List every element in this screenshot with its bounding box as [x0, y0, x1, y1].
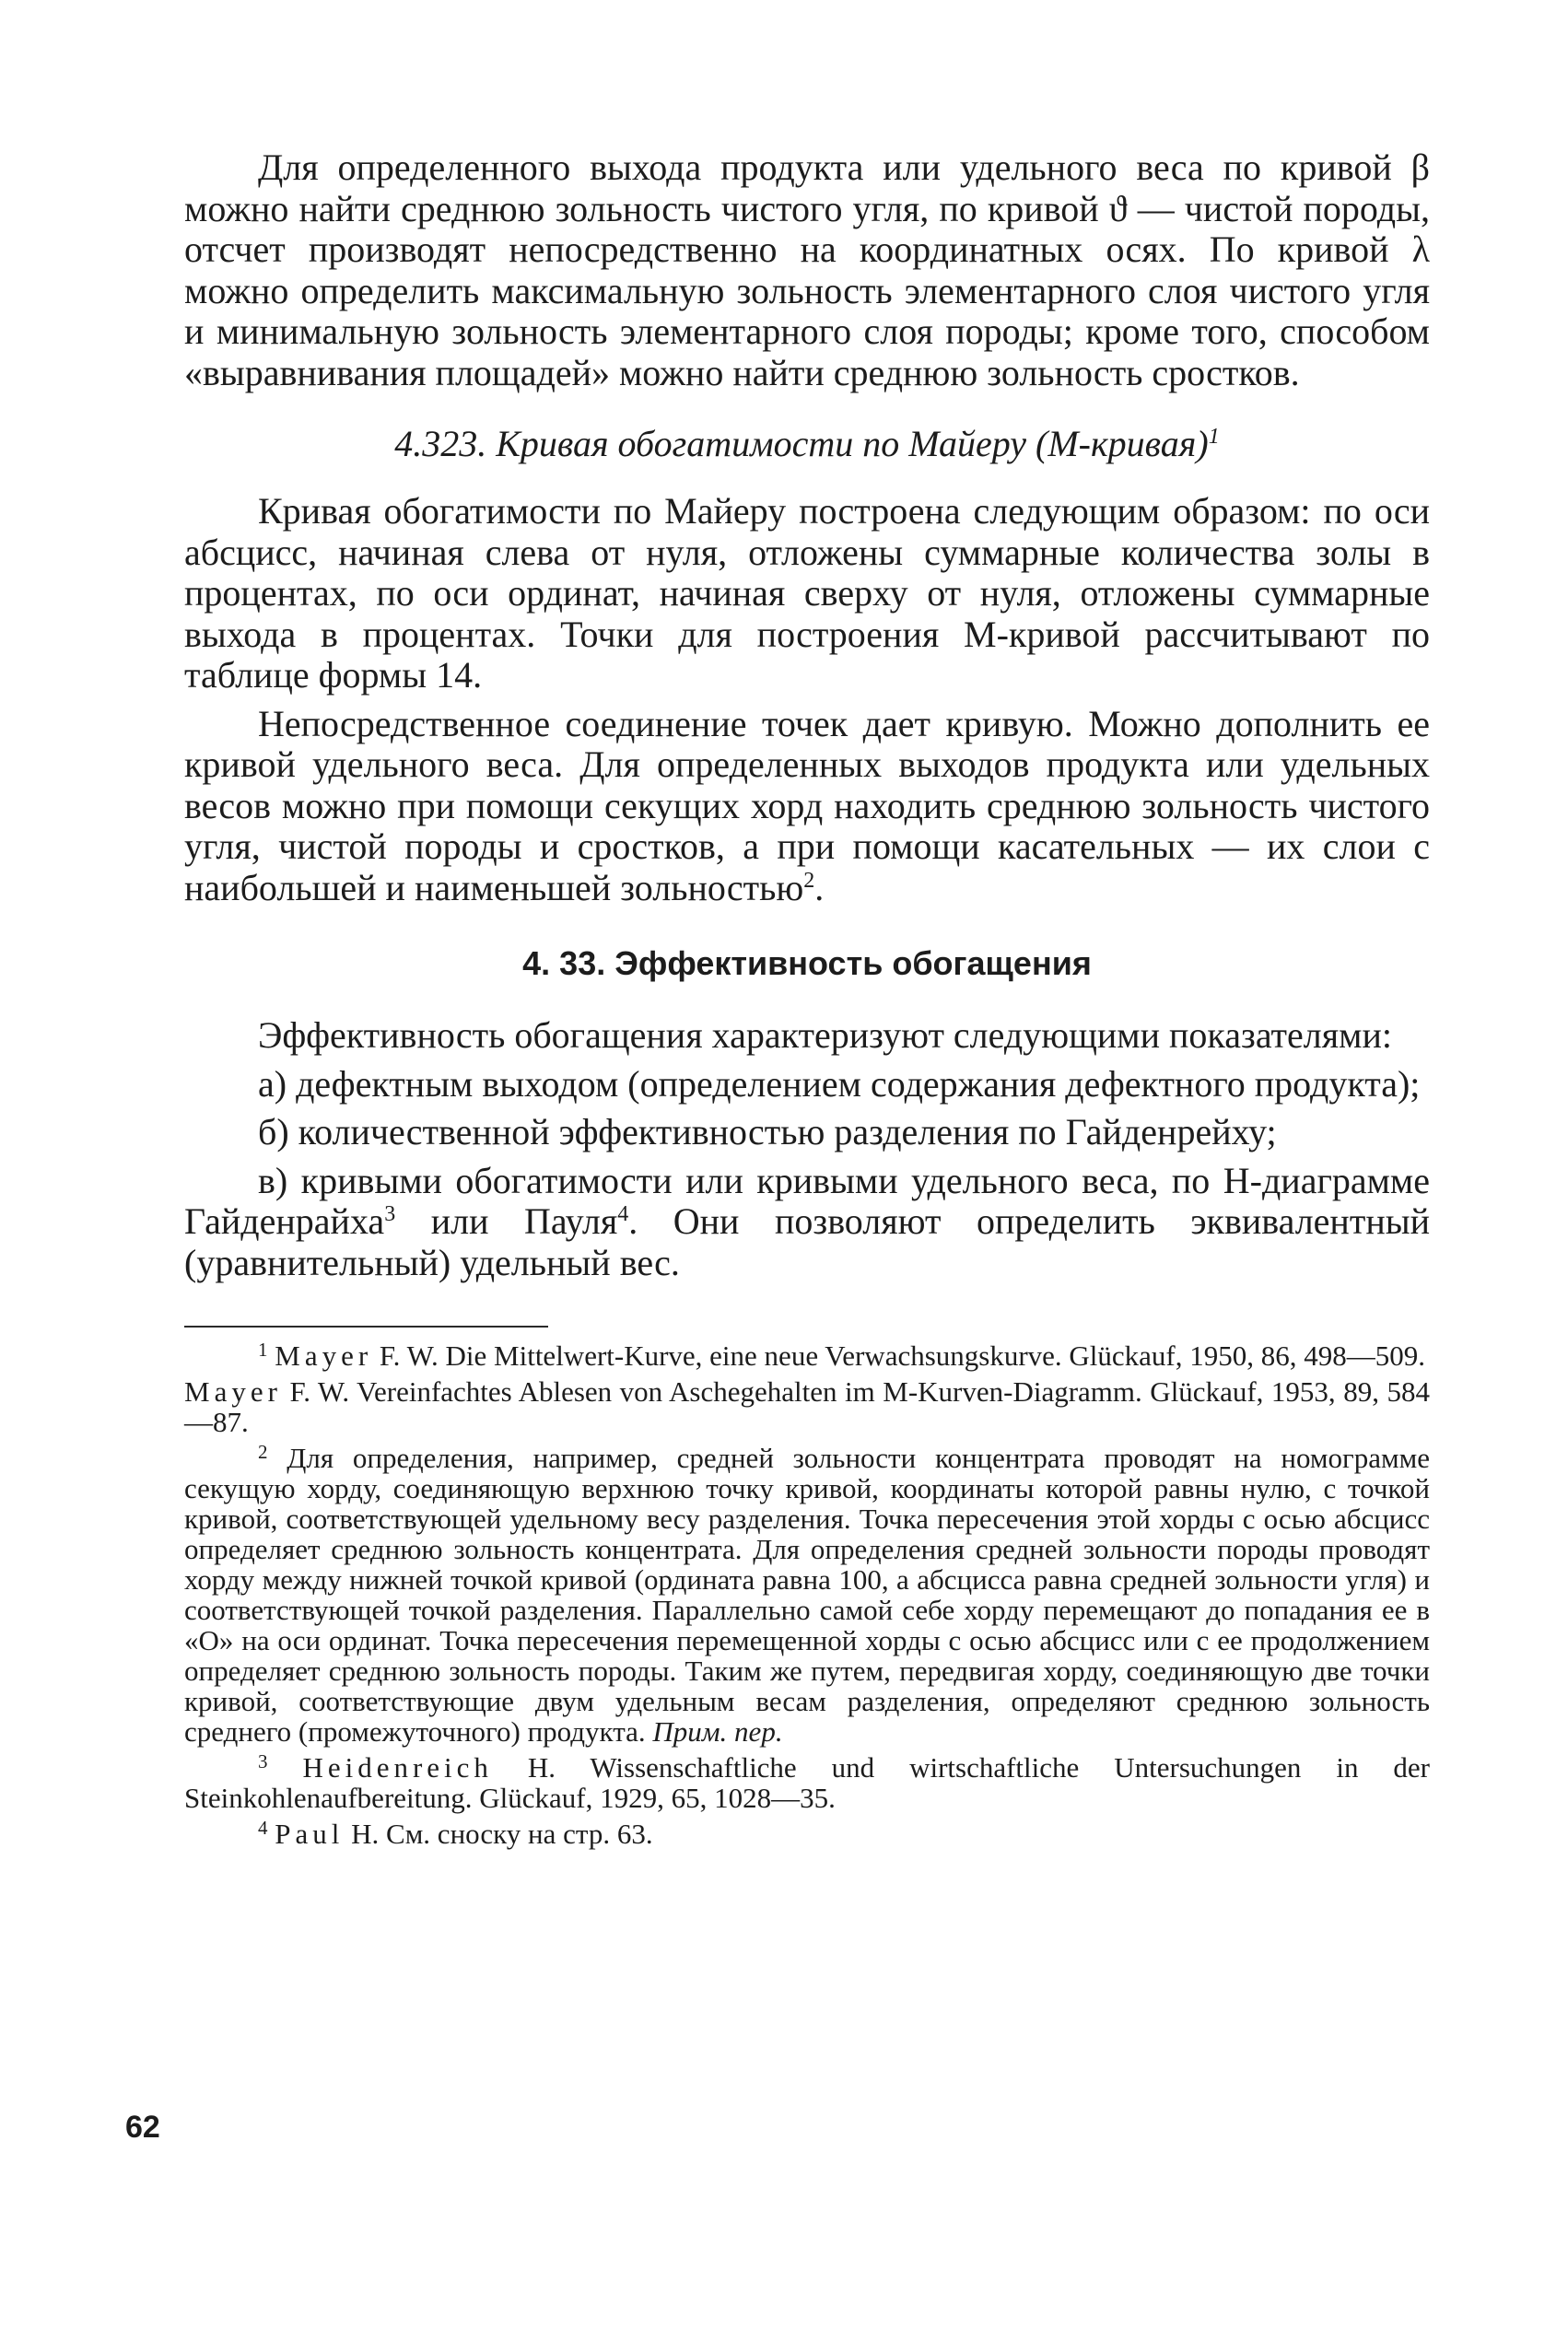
- footnote-ref-3[interactable]: 3: [384, 1202, 396, 1226]
- footnote-1: [184, 1340, 1430, 1371]
- section-intro: Эффективность обогащения характеризуют следующими показателями:: [258, 1014, 1392, 1056]
- footnote-3-mark: 3: [258, 1750, 268, 1772]
- footnote-divider: [184, 1326, 548, 1328]
- footnote-4-text: H. См. сноску на стр. 63.: [344, 1818, 653, 1850]
- footnote-4: [184, 1819, 1430, 1849]
- subsection-paragraph-1: Кривая обогатимости по Майеру построена следующим образом: по оси абсцисс, начиная слева от нуля, отложены суммарные количества золы в процентах, по оси ординат, начиная сверху от нуля, отложены суммарные выхода в процентах. Точки для построения М-кривой рассчитывают по таблице формы 14.: [184, 490, 1430, 696]
- footnote-1-text: F. W. Die Mittelwert-Kurve, eine neue Verwachsungskurve. Glückauf, 1950, 86, 498—509.: [372, 1339, 1426, 1372]
- footnote-1-mark: 1: [258, 1339, 268, 1361]
- footnote-1-author: Mayer: [275, 1339, 373, 1372]
- list-item-a: а) дефектным выходом (определением содержания дефектного продукта);: [258, 1062, 1421, 1105]
- subsection-paragraph-2: [184, 704, 1430, 909]
- footnote-2-mark: 2: [258, 1441, 268, 1463]
- footnote-1b: [184, 1376, 1430, 1437]
- footnote-2-note: Прим. пер.: [652, 1715, 783, 1748]
- section-heading: 4. 33. Эффективность обогащения: [522, 944, 1092, 982]
- list-item-v-text-2: или Пауля: [395, 1200, 618, 1242]
- list-item-v-text-1: в) кривыми обогатимости или кривыми удельного веса, по Н-диаграмме Гайденрайха: [184, 1159, 1430, 1242]
- list-item-v-text-3: . Они позволяют определить эквивалентный (уравнительный) удельный вес.: [184, 1200, 1431, 1283]
- footnote-ref-4[interactable]: 4: [617, 1202, 629, 1226]
- subsection-heading-text: 4.323. Кривая обогатимости по Майеру (М-кривая): [394, 423, 1209, 464]
- footnote-3-author: Heidenreich: [302, 1751, 493, 1784]
- subsection-paragraph-2-text: Непосредственное соединение точек дает кривую. Можно дополнить ее кривой удельного веса. Для определенных выходов продукта или удельных весов можно при помощи секущих хорд находить среднюю зольность чистого угля, чистой породы и сростков, а при помощи касательных — их слои с наибольшей и наименьшей зольностью: [184, 702, 1430, 908]
- page-body: [184, 147, 1430, 1849]
- subsection-paragraph-2-end: .: [814, 866, 825, 908]
- footnote-ref-1[interactable]: 1: [1208, 425, 1220, 449]
- footnote-2-text: Для определения, например, средней зольности концентрата проводят на номограмме секущую хорду, соединяющую верхнюю точку кривой, координаты которой равны нулю, с точкой кривой, соответствующей удельному весу разделения. Точка пересечения этой хорды с осью абсцисс определяет среднюю зольность концентрата. Для определения средней зольности породы проводят хорду между нижней точкой кривой (ордината равна 100, а абсцисса равна средней зольности угля) и соответствующей точкой разделения. Параллельно самой себе хорду перемещают до попадания ее в «О» на оси ординат. Точка пересечения перемещенной хорды с осью абсцисс или с ее продолжением определяет среднюю зольность породы. Таким же путем, передвигая хорду, соединяющую две точки кривой, соответствующие двум удельным весам разделения, определяют среднюю зольность среднего (промежуточного) продукта.: [184, 1442, 1430, 1748]
- footnote-4-author: Paul: [275, 1818, 345, 1850]
- footnote-3-text: H. Wissenschaftliche und wirtschaftliche Untersuchungen in der Steinkohlenaufbereitung. Glückauf, 1929, 65, 1028—35.: [184, 1751, 1430, 1814]
- page-number: 62: [125, 2110, 160, 2145]
- footnote-4-mark: 4: [258, 1817, 268, 1839]
- footnote-1b-author: Mayer: [184, 1375, 282, 1408]
- footnote-2: [184, 1443, 1430, 1747]
- subsection-heading: [184, 423, 1430, 465]
- footnote-3: [184, 1752, 1430, 1813]
- list-item-b: б) количественной эффективностью разделения по Гайденрейху;: [258, 1111, 1277, 1152]
- footnote-1b-text: F. W. Vereinfachtes Ablesen von Aschegehalten im M-Kurven-Diagramm. Glückauf, 1953, 89, 584—87.: [184, 1375, 1430, 1438]
- list-item-v: [184, 1161, 1430, 1284]
- footnote-ref-2[interactable]: 2: [803, 868, 815, 893]
- intro-paragraph: Для определенного выхода продукта или удельного веса по кривой β можно найти среднюю зольность чистого угля, по кривой ϑ — чистой породы, отсчет производят непосредственно на координатных осях. По кривой λ можно определить максимальную зольность элементарного слоя чистого угля и минимальную зольность элементарного слоя породы; кроме того, способом «выравнивания площадей» можно найти среднюю зольность сростков.: [184, 146, 1430, 393]
